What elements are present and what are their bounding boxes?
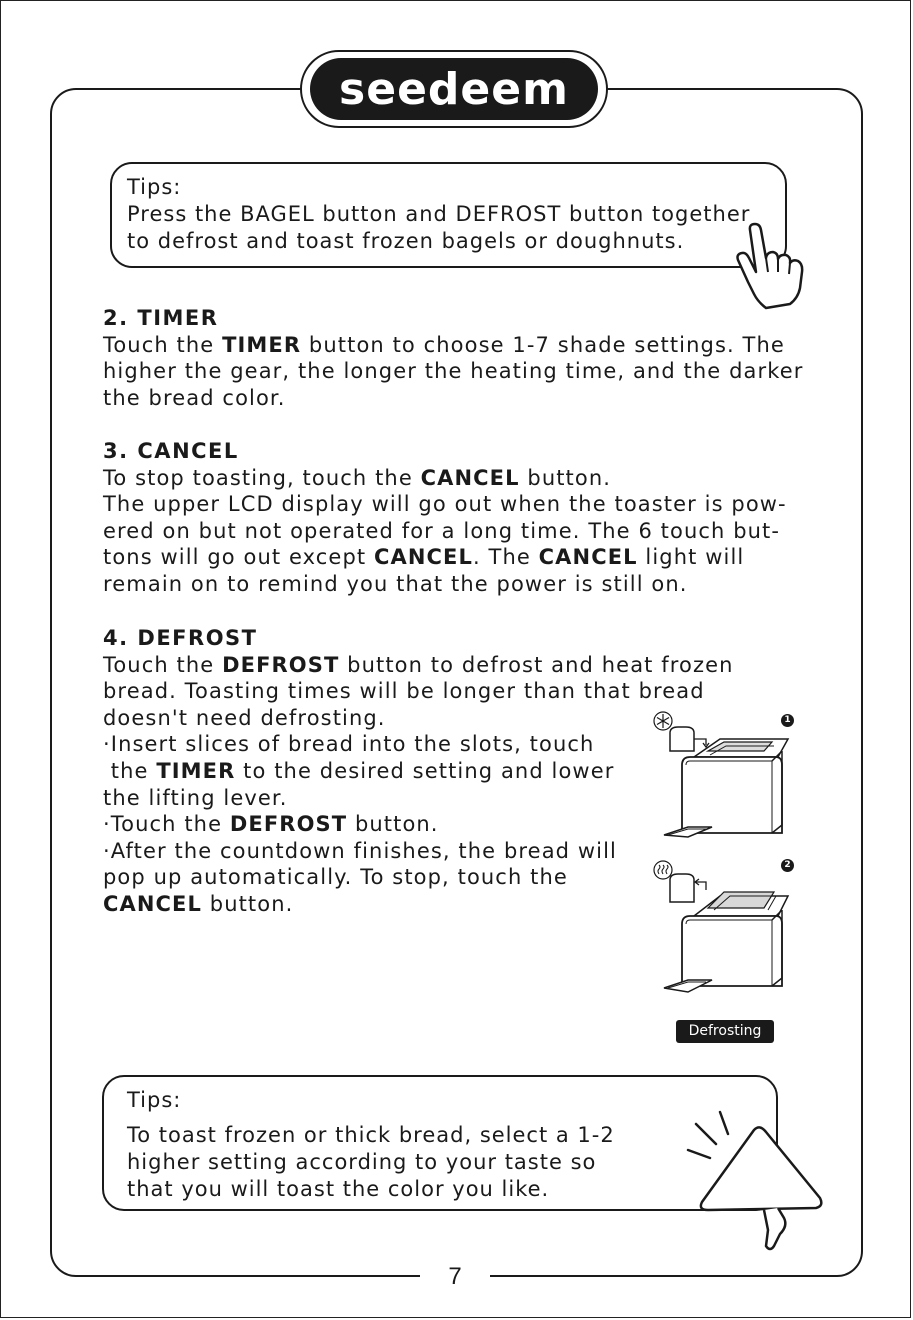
- timer-line: higher the gear, the longer the heating time, and the darker: [103, 359, 804, 384]
- text-run: To stop toasting, touch the: [103, 465, 421, 490]
- text-run: to the desired setting and lower: [235, 758, 615, 783]
- text-run: the: [103, 758, 157, 783]
- text-run: Touch the: [103, 332, 223, 357]
- timer-heading: 2. TIMER: [103, 306, 219, 330]
- text-run: tons will go out except: [103, 545, 374, 570]
- text-run: light will: [637, 545, 745, 570]
- brand-logo: [300, 50, 608, 128]
- defrosting-label: Defrosting: [676, 1020, 774, 1043]
- cancel-keyword: CANCEL: [374, 545, 473, 570]
- cancel-line: ered on but not operated for a long time. The 6 touch but-: [103, 518, 781, 543]
- tip-bottom-heading: Tips:: [127, 1088, 182, 1112]
- text-run: button.: [519, 465, 612, 490]
- defrost-line: [103, 891, 734, 918]
- defrost-line: ·Insert slices of bread into the slots, touch: [103, 732, 595, 757]
- defrost-line: doesn't need defrosting.: [103, 705, 386, 730]
- text-run: Touch the: [103, 652, 223, 677]
- timer-keyword: TIMER: [156, 758, 236, 783]
- brand-logo-text: seedeem: [310, 58, 598, 120]
- text-run: . The: [472, 545, 539, 570]
- cancel-line: [103, 544, 787, 571]
- tip-bottom-line: To toast frozen or thick bread, select a 1-2: [127, 1123, 615, 1147]
- page-number-container: [420, 1260, 490, 1294]
- tip-top-heading: Tips:: [127, 175, 182, 199]
- timer-keyword: TIMER: [222, 332, 302, 357]
- step-2-badge: 2: [781, 859, 794, 872]
- cancel-line: remain on to remind you that the power is still on.: [103, 571, 688, 596]
- defrost-line: bread. Toasting times will be longer than that bread: [103, 679, 705, 704]
- toaster-icon: [660, 725, 790, 845]
- text-run: button.: [201, 891, 294, 916]
- step-1-badge: 1: [781, 714, 794, 727]
- defrost-line: [103, 758, 734, 785]
- timer-section: [103, 305, 803, 411]
- cancel-section: [103, 438, 787, 598]
- text-run: button.: [347, 812, 439, 837]
- megaphone-icon: [680, 1110, 830, 1255]
- defrost-section: [103, 625, 734, 918]
- tip-top-line: to defrost and toast frozen bagels or doughnuts.: [127, 229, 685, 253]
- cancel-keyword: CANCEL: [538, 545, 638, 570]
- cancel-heading: 3. CANCEL: [103, 439, 239, 463]
- defrost-line: [103, 811, 734, 838]
- text-run: button to defrost and heat frozen: [339, 652, 734, 677]
- defrost-keyword: DEFROST: [222, 652, 340, 677]
- defrost-keyword: DEFROST: [229, 812, 348, 837]
- timer-line: [103, 332, 803, 359]
- text-run: button to choose 1-7 shade settings. The: [301, 332, 785, 357]
- defrost-line: pop up automatically. To stop, touch the: [103, 865, 568, 890]
- tip-bottom-line: higher setting according to your taste so: [127, 1150, 597, 1174]
- defrost-heading: 4. DEFROST: [103, 626, 258, 650]
- defrost-line: the lifting lever.: [103, 785, 288, 810]
- cancel-keyword: CANCEL: [420, 465, 520, 490]
- cancel-line: The upper LCD display will go out when the toaster is pow-: [103, 492, 787, 517]
- defrost-line: ·After the countdown finishes, the bread will: [103, 838, 617, 863]
- tip-top-line: Press the BAGEL button and DEFROST button together: [127, 202, 751, 226]
- tip-bottom-line: that you will toast the color you like.: [127, 1177, 550, 1201]
- toaster-icon: [660, 872, 790, 996]
- defrost-line: [103, 652, 734, 679]
- page-number: 7: [448, 1263, 462, 1290]
- timer-line: the bread color.: [103, 385, 286, 410]
- cancel-line: [103, 465, 787, 492]
- cancel-keyword: CANCEL: [103, 891, 202, 916]
- text-run: ·Touch the: [103, 812, 230, 837]
- pointing-hand-icon: [730, 222, 810, 312]
